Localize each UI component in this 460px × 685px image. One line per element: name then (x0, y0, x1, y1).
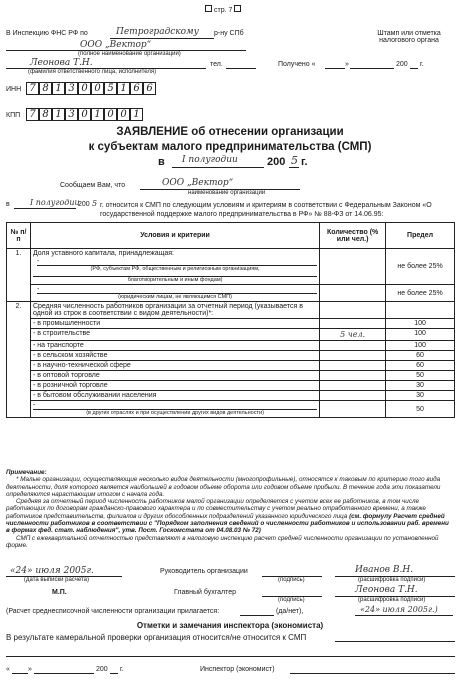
inn-digit-box: 5 (104, 82, 117, 95)
table-row: - в строительстве 5 чел. 100 (7, 329, 455, 341)
responsible-name: Леонова Т.Н. (30, 58, 93, 68)
kpp-digit-box: 3 (65, 108, 78, 121)
org-caption: (полное наименование организации) (78, 51, 181, 57)
inn-digit-box: 6 (130, 82, 143, 95)
inspection-prefix: В Инспекцию ФНС РФ по (6, 30, 88, 37)
tel-label: тел. (210, 61, 223, 68)
criteria-table: № п/п Условия и критерии Количество (% или чел.) Предел 1. Доля уставного капитала, принадлежащая: - (РФ, субъектам РФ, общественным и религиозным организациям, благотворительным и иным фондам) не более 25% - (юридическим лицам, не являющимся СМП) не более 25% 2. Средняя численность работников организации за отчетный период (указывается в одной из строк в соответствии с видом деятельности)*: - в промышленности 100 - в строительстве 5 чел. 100 - на транспорте 100 - в сельском хозяйстве 60 - в научно-технической сфере 60 - в оптовой торговле 50 - в розничной торговле 30 - в бытовом обслуживании населения 30 - (в других отраслях и при осуществлении других видов деятельности) 50 (6, 222, 455, 418)
org-name: ООО „Вектор“ (80, 40, 152, 50)
kpp-label: КПП (6, 112, 21, 119)
kpp-digit-box: 0 (117, 108, 130, 121)
kpp-digit-box: 1 (91, 108, 104, 121)
inn-digit-box: 1 (52, 82, 65, 95)
limit-share-1: не более 25% (386, 249, 455, 285)
table-row: - в сельском хозяйстве 60 (7, 351, 455, 361)
intro-period: I полугодии (30, 198, 80, 207)
kpp-digit-box: 8 (39, 108, 52, 121)
page-marker: стр. 7 (205, 5, 241, 14)
inspector-heading: Отметки и замечания инспектора (экономиста) (136, 621, 324, 630)
inspection-district: Петроградскому (116, 27, 199, 37)
title-line1: ЗАЯВЛЕНИЕ об отнесении организации (116, 126, 344, 138)
inn-digit-box: 0 (91, 82, 104, 95)
kpp-digit-box: 0 (78, 108, 91, 121)
title-period: I полугодии (182, 155, 238, 165)
inn-digit-box: 7 (26, 82, 39, 95)
kpp-digit-box: 0 (104, 108, 117, 121)
kpp-digit-box: 7 (26, 108, 39, 121)
inn-digit-box: 8 (39, 82, 52, 95)
kpp-digit-box: 1 (52, 108, 65, 121)
table-row: - на транспорте 100 (7, 341, 455, 351)
stamp-text: Штамп или отметка налогового органа (377, 30, 441, 44)
inn-digit-box: 0 (78, 82, 91, 95)
inform-label: Сообщаем Вам, что (60, 182, 126, 189)
page-marker-box-left (205, 5, 212, 12)
table-row: - в бытовом обслуживании населения 30 (7, 391, 455, 401)
calc-date: «24» июля 2005г. (10, 566, 94, 576)
inform-value: ООО „Вектор“ (162, 178, 234, 188)
table-row: - в научно-технической сфере 60 (7, 361, 455, 371)
page-marker-box-right (234, 5, 241, 12)
table-row: - в промышленности 100 (7, 319, 455, 329)
intro-text: г. относится к СМП по следующим условиям и критериям в соответствии с Федеральным Законом «О государственной поддержке малого предпринимательства в РФ» № 88-ФЗ от 14.06.95: (100, 202, 432, 218)
col-criteria: Условия и критерии (30, 223, 319, 249)
inform-caption: наименование организации (188, 190, 266, 196)
title-year-digit: 5 (291, 154, 298, 167)
received-label: Получено « (278, 61, 316, 68)
inn-label: ИНН (6, 86, 22, 93)
responsible-caption: (фамилия ответственного лица, исполнителя) (28, 69, 157, 75)
inn-digit-box: 1 (117, 82, 130, 95)
received-year: 200 (396, 61, 408, 68)
inspection-suffix: р-ну СПб (214, 30, 244, 37)
title-line2: к субъектам малого предпринимательства (СМП) (88, 141, 372, 153)
notes: Примечание: * Малые организации, осуществляющие несколько видов деятельности (многопрофильные), относятся к таковым по критерию того вида деятельности, доля которого является наибольшей в годовом объеме оборота или годовом объеме прибыли. В течение года эти показатели определяются нарастающим итогом с начала года. Средняя за отчетный период численность работников малой организации определяется с учетом всех ее работников, в том числе работающих по договорам гражданско-правового характера и по совместительству с учетом реально отработанного времени, а также работников представительств, филиалов и других обособленных подразделений указанного юридического лица (см. формулу Расчет средней численности работников в соответствии с "Порядком заполнения сведений о численности работников и использовании раб. времени в формах фед. стат. наблюдения", утв. Пост. Госкомстата от 04.08.03 № 72) СМП с ежеквартальной отчетностью представляют в налоговую инспекцию расчет средней численности организации по установленной форме. (6, 469, 449, 549)
limit-share-2: не более 25% (386, 285, 455, 302)
head-name: Иванов В.Н. (355, 565, 414, 575)
table-row: - в розничной торговле 30 (7, 381, 455, 391)
kpp-digit-box: 1 (130, 108, 143, 121)
col-limit: Предел (386, 223, 455, 249)
col-quantity: Количество (% или чел.) (320, 223, 386, 249)
table-row: - в оптовой торговле 50 (7, 371, 455, 381)
col-num: № п/п (7, 223, 31, 249)
inn-digit-box: 6 (143, 82, 156, 95)
attach-date: «24» июля 2005г.) (360, 605, 438, 614)
accountant-name: Леонова Т.Н. (355, 585, 418, 595)
table-row: - (в других отраслях и при осуществлении других видов деятельности) 50 (7, 401, 455, 418)
inn-digit-box: 3 (65, 82, 78, 95)
